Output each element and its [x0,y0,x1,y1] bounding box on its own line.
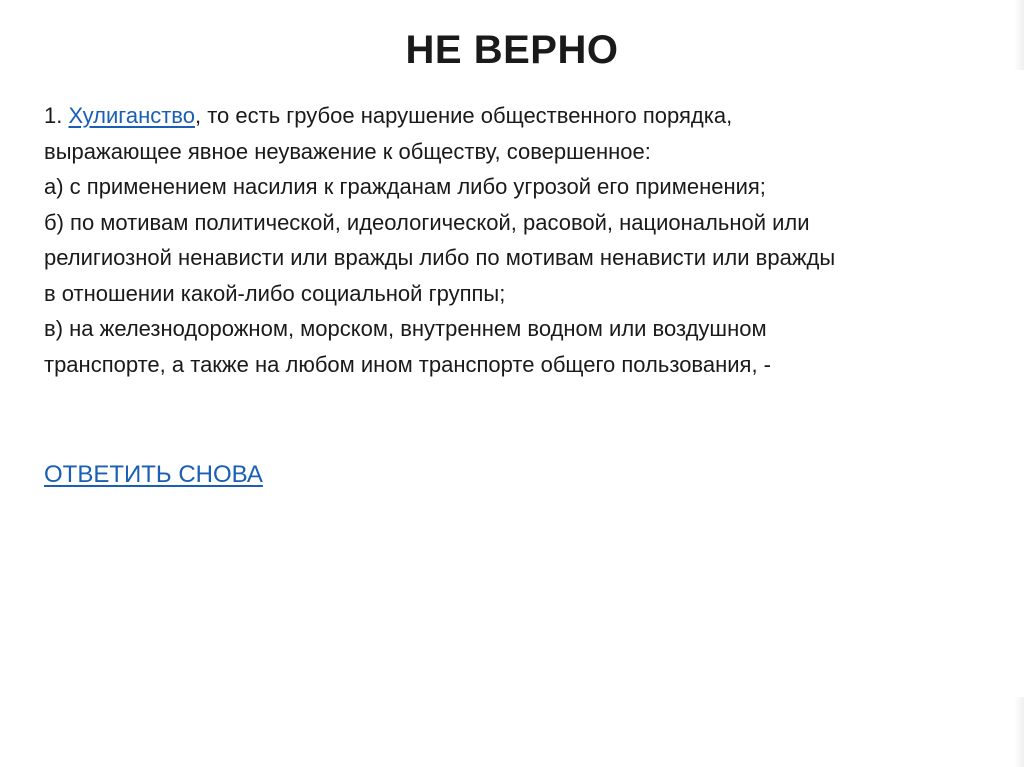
text-line-4: б) по мотивам политической, идеологической, расовой, национальной или [44,209,810,235]
corner-decoration-bottom [1014,697,1024,767]
text-line-1 [44,98,1004,134]
answer-explanation [44,98,1004,382]
line-1-rest: , то есть грубое нарушение общественного порядка, [194,103,733,128]
text-line-3: а) с применением насилия к гражданам либо угрозой его применения; [44,174,766,199]
text-line-8: транспорте, а также на любом ином транспорте общего пользования, - [44,351,772,377]
term-link[interactable]: Хулиганство [68,103,195,128]
text-line-7: в) на железнодорожном, морском, внутреннем водном или воздушном [44,316,767,341]
retry-link[interactable]: ОТВЕТИТЬ СНОВА [44,461,263,488]
text-line-6: в отношении какой-либо социальной группы; [44,280,506,306]
text-line-5: религиозной ненависти или вражды либо по мотивам ненависти или вражды [44,245,836,270]
text-line-2: выражающее явное неуважение к обществу, совершенное: [44,138,651,164]
slide-title: НЕ ВЕРНО [405,28,619,72]
item-number: 1. [44,103,69,128]
